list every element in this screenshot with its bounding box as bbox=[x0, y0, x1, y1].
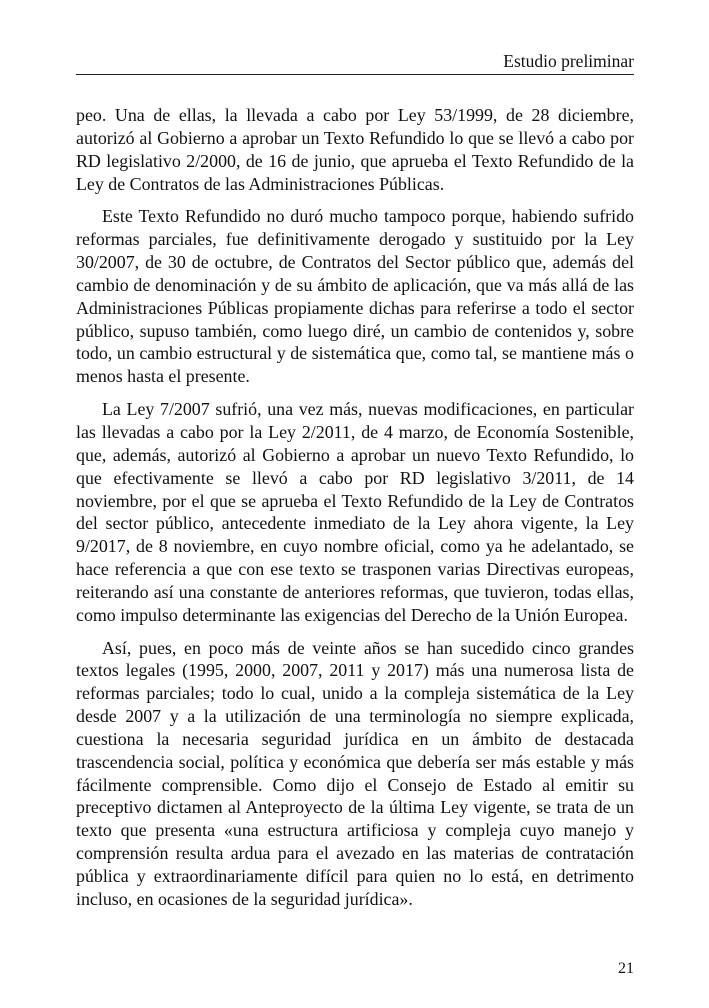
paragraph-veinte-anos: Así, pues, en poco más de veinte años se han sucedido cinco grandes textos legales (1995, 2000, 2007, 2011 y 2017) más una numerosa lista de reformas parciales; todo lo cual, unido a la compleja sistemática de la Ley desde 2007 y a la utilización de una terminología no siempre explicada, cuestiona la necesaria seguridad jurídica en un ámbito de destacada trascendencia social, política y económica que debería ser más estable y más fácilmente comprensible. Como dijo el Consejo de Estado al emitir su preceptivo dictamen al Anteproyecto de la última Ley vigente, se trata de un texto que presenta «una estructura artificiosa y compleja cuyo manejo y comprensión resulta ardua para el avezado en las materias de contratación pública y extraordinariamente difícil para quien no lo está, en detrimento incluso, en ocasiones de la seguridad jurídica». bbox=[76, 637, 634, 909]
page-number: 21 bbox=[618, 960, 634, 977]
body-text bbox=[76, 104, 634, 921]
paragraph-ley-7-2007: La Ley 7/2007 sufrió, una vez más, nuevas modificaciones, en particular las llevadas a cabo por la Ley 2/2011, de 4 marzo, de Economía Sostenible, que, además, autorizó al Gobierno a aprobar un nuevo Texto Refundido, lo que efectivamente se llevó a cabo por RD legislativo 3/2011, de 14 noviembre, por el que se aprueba el Texto Refundido de la Ley de Contratos del sector público, antecedente inmediato de la Ley ahora vigente, la Ley 9/2017, de 8 noviembre, en cuyo nombre oficial, como ya he adelantado, se hace referencia a que con ese texto se trasponen varias Directivas europeas, reiterando así una constante de anteriores reformas, que tuvieron, todas ellas, como impulso determinante las exigencias del Derecho de la Unión Europea. bbox=[76, 399, 634, 625]
running-header bbox=[76, 52, 634, 75]
paragraph-continuation: peo. Una de ellas, la llevada a cabo por Ley 53/1999, de 28 diciembre, autorizó al Gobierno a aprobar un Texto Refundido lo que se llevó a cabo por RD legislativo 2/2000, de 16 de junio, que aprueba el Texto Refundido de la Ley de Contratos de las Administraciones Públicas. bbox=[76, 105, 634, 194]
paragraph-texto-refundido: Este Texto Refundido no duró mucho tampoco porque, habiendo sufrido reformas parciales, fue definitivamente derogado y sustituido por la Ley 30/2007, de 30 de octubre, de Contratos del Sector público que, además del cambio de denominación y de su ámbito de aplicación, que va más allá de las Administraciones Públicas propiamente dichas para referirse a todo el sector público, supuso también, como luego diré, un cambio de contenidos y, sobre todo, un cambio estructural y de sistemática que, como tal, se mantiene más o menos hasta el presente. bbox=[76, 206, 634, 387]
running-title: Estudio preliminar bbox=[503, 51, 634, 71]
